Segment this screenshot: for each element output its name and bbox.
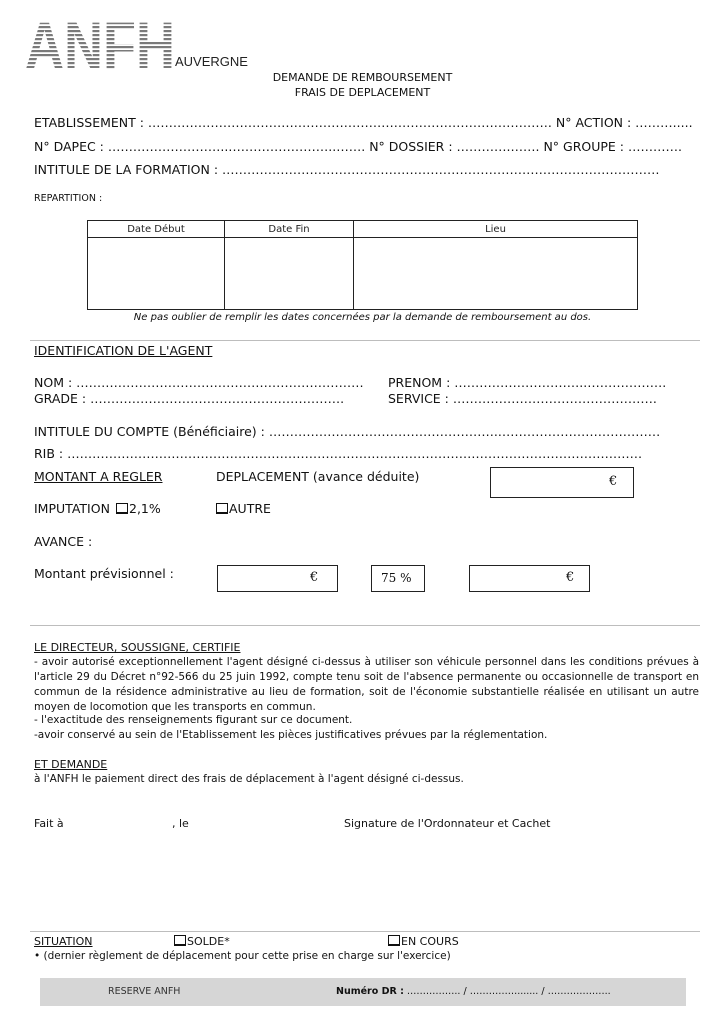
col-date-fin: Date Fin (225, 221, 354, 238)
deplacement-amount-box[interactable] (490, 467, 634, 498)
imputation-option-2-1[interactable] (116, 501, 161, 516)
le-label: , le (172, 817, 189, 830)
col-date-debut: Date Début (88, 221, 225, 238)
repartition-table (87, 220, 638, 310)
svg-text:ANFH: ANFH (25, 14, 175, 70)
euro-symbol: € (609, 474, 618, 489)
repartition-note: Ne pas oublier de remplir les dates concernées par la demande de remboursement au dos. (133, 312, 592, 323)
situation-note (34, 950, 451, 962)
deplacement-label: DEPLACEMENT (avance déduite) (216, 469, 420, 484)
percent-box[interactable] (371, 565, 425, 592)
certify-heading: LE DIRECTEUR, SOUSSIGNE, CERTIFIE (34, 641, 241, 654)
col-lieu: Lieu (354, 221, 638, 238)
encours-label: EN COURS (401, 935, 459, 948)
checkbox-icon[interactable] (174, 935, 186, 946)
certify-line2: - l'exactitude des renseignements figurant sur ce document. (34, 714, 353, 726)
reserve-label: RESERVE ANFH (108, 986, 181, 997)
agent-heading: IDENTIFICATION DE L'AGENT (34, 343, 213, 358)
euro-symbol: € (310, 570, 319, 585)
checkbox-icon[interactable] (388, 935, 400, 946)
nom-field[interactable]: NOM : …………………………………………………………… (34, 375, 364, 390)
cell-date-fin[interactable] (225, 238, 354, 310)
divider-2 (30, 625, 700, 626)
anfh-logo (25, 14, 175, 70)
option-2-1-label: 2,1% (129, 501, 161, 516)
repartition-label: REPARTITION : (34, 193, 103, 204)
previsionnel-amount-box[interactable] (217, 565, 338, 592)
prenom-field[interactable]: PRENOM : …………………………..………………. (388, 375, 667, 390)
situation-solde-option[interactable] (174, 935, 230, 948)
cell-date-debut[interactable] (88, 238, 225, 310)
situation-note-text: (dernier règlement de déplacement pour cette prise en charge sur l'exercice) (43, 950, 451, 962)
imputation-option-autre[interactable] (216, 501, 271, 516)
demande-text: à l'ANFH le paiement direct des frais de déplacement à l'agent désigné ci-dessus. (34, 773, 464, 785)
anfh-logo-graphic (25, 14, 175, 70)
form-title-line1: DEMANDE DE REMBOURSEMENT (272, 71, 453, 84)
rib-field[interactable]: RIB : ………………………………………………………………………………………………………………………… (34, 446, 643, 461)
option-autre-label: AUTRE (229, 501, 271, 516)
previsionnel-label: Montant prévisionnel : (34, 566, 174, 581)
percent-amount-box[interactable] (469, 565, 590, 592)
intitule-formation-field[interactable]: INTITULE DE LA FORMATION : …………………………………………………………………………………………… (34, 162, 660, 177)
situation-encours-option[interactable] (388, 935, 459, 948)
intitule-compte-field[interactable]: INTITULE DU COMPTE (Bénéficiaire) : ……………………………………………….………………………………… (34, 424, 661, 439)
demande-heading: ET DEMANDE (34, 758, 108, 771)
logo-region: AUVERGNE (175, 54, 248, 69)
checkbox-icon[interactable] (116, 503, 128, 514)
numero-dr[interactable] (336, 986, 611, 997)
dapec-field[interactable]: N° DAPEC : ………………………..……………………..……. N° DOSSIER : ………….……. N° GROUPE : …………. (34, 139, 682, 154)
montant-heading: MONTANT A REGLER (34, 469, 163, 484)
signature-label: Signature de l'Ordonnateur et Cachet (344, 817, 551, 830)
imputation-label: IMPUTATION (34, 501, 110, 516)
grade-field[interactable]: GRADE : ……………………………………………………. (34, 391, 345, 406)
percent-value: 75 % (381, 571, 412, 585)
divider-1 (30, 340, 700, 341)
bullet-icon: • (34, 950, 41, 962)
certify-text: - avoir autorisé exceptionnellement l'agent désigné ci-dessus à utiliser son véhicule personnel dans les conditions prévues à l'article 29 du Décret n°92-566 du 25 juin 1992, compte tenu soit de l'absence permanente ou occasionnelle de transport en commun de la résidence administrative au lieu de formation, soit de l'économie substantielle réalisée en utilisant un autre moyen de locomotion que les transports en commun. (34, 656, 699, 713)
cell-lieu[interactable] (354, 238, 638, 310)
etablissement-field[interactable]: ETABLISSEMENT : ……………………………………………………………………………………. N° ACTION : ………..... (34, 115, 693, 130)
avance-label: AVANCE : (34, 534, 93, 549)
certify-line3: -avoir conservé au sein de l'Etablissement les pièces justificatives prévues par la réglementation. (34, 729, 548, 741)
situation-heading: SITUATION (34, 935, 93, 948)
reserve-anfh-bar (40, 978, 686, 1006)
fait-a-label: Fait à (34, 817, 64, 830)
numero-dr-label: Numéro DR : (336, 986, 404, 997)
euro-symbol: € (566, 570, 575, 585)
form-title-line2: FRAIS DE DEPLACEMENT (294, 86, 431, 99)
solde-label: SOLDE* (187, 935, 230, 948)
service-field[interactable]: SERVICE : …………………………………………. (388, 391, 657, 406)
numero-dr-value: …………….. / ……………....... / ……………….. (403, 986, 611, 997)
checkbox-icon[interactable] (216, 503, 228, 514)
divider-3 (30, 931, 700, 932)
